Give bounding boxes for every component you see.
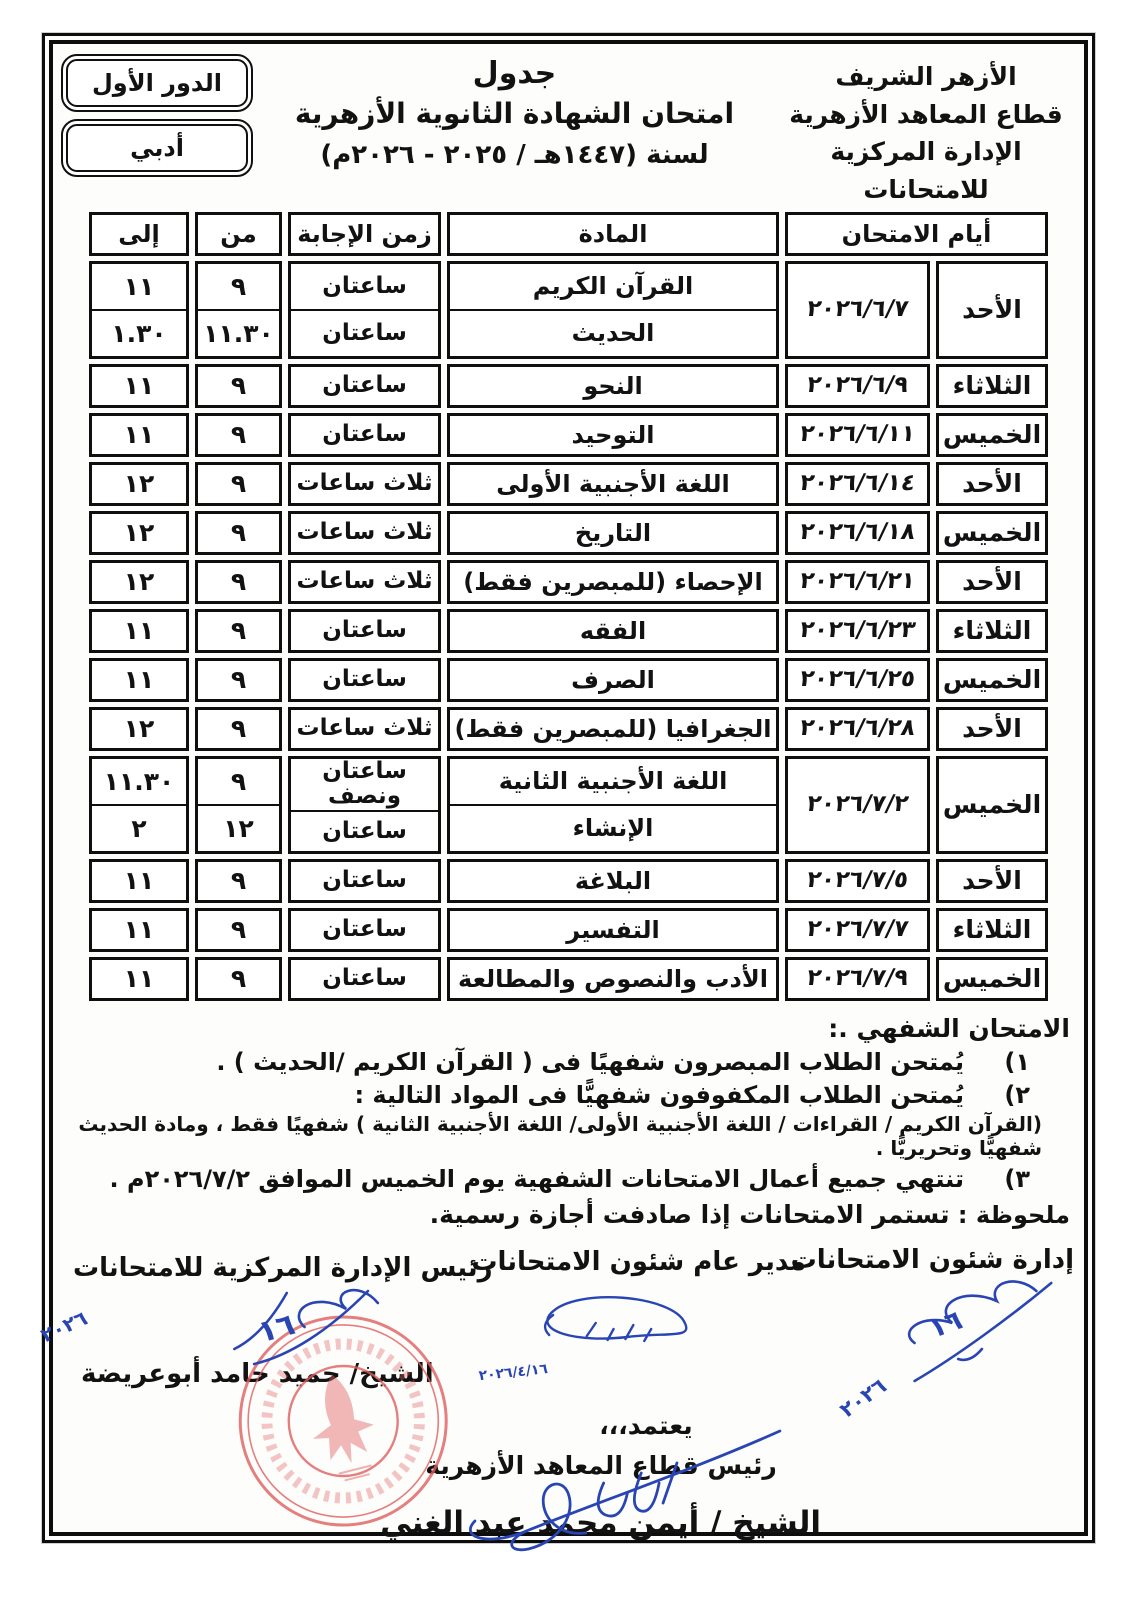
note-item-3-number: ٣) [1004, 1165, 1030, 1193]
exam-date-value: ٢٠٢٦/٦/٢٣ [798, 617, 918, 644]
exam-date [785, 511, 930, 555]
time-from: ٩ [195, 364, 282, 408]
subject: اللغة الأجنبية الثانية [498, 767, 728, 796]
note-item-1 [67, 1048, 1070, 1076]
table-row [89, 511, 1048, 555]
time-to: ١١ [89, 908, 189, 952]
subject: الإنشاء [450, 804, 776, 851]
time-to: ١١ [89, 658, 189, 702]
table-row [89, 859, 1048, 903]
duration: ساعتان [288, 859, 441, 903]
exam-schedule-table [89, 212, 1048, 1001]
duration: ثلاث ساعات [288, 707, 441, 751]
table-row [89, 261, 1048, 359]
subject: التفسير [447, 908, 779, 952]
subject: الجغرافيا (للمبصرين فقط) [447, 707, 779, 751]
exam-day: الأحد [936, 261, 1048, 359]
to-cell [89, 261, 189, 359]
subject: الإحصاء (للمبصرين فقط) [447, 560, 779, 604]
time-from: ٩ [195, 908, 282, 952]
subject-cell [447, 756, 779, 854]
header-to: إلى [89, 212, 189, 256]
remark-line [67, 1200, 1070, 1229]
right-signature-day: ١٦ [925, 1304, 967, 1345]
from-cell [195, 756, 282, 854]
exam-date [785, 859, 930, 903]
organization-line2: قطاع المعاهد الأزهرية [789, 99, 1063, 129]
duration: ساعتان [288, 364, 441, 408]
central-admin-head-name: الشيخ/ حميد حامد أبوعريضة [81, 1359, 434, 1389]
exam-date-value: ٢٠٢٦/٦/٢٥ [798, 666, 918, 693]
duration-cell [288, 756, 441, 854]
duration: ساعتان [322, 272, 407, 299]
table-row [89, 364, 1048, 408]
organization-line3: الإدارة المركزية للامتحانات [830, 137, 1022, 204]
note-item-3 [67, 1165, 1070, 1193]
organization-block [776, 50, 1076, 208]
track-badge [61, 119, 253, 177]
duration: ساعتان [288, 609, 441, 653]
time-from: ٩ [195, 957, 282, 1001]
signatures-section [37, 1231, 1076, 1577]
exam-date-value: ٢٠٢٦/٦/١٤ [798, 470, 918, 497]
exam-date [785, 261, 930, 359]
time-to: ١١ [89, 859, 189, 903]
time-to: ١١ [89, 413, 189, 457]
exam-date-value: ٢٠٢٦/٦/٩ [805, 372, 911, 399]
exam-date-value: ٢٠٢٦/٦/١٨ [798, 519, 918, 546]
time-from: ٩ [195, 413, 282, 457]
exam-day: الأحد [936, 859, 1048, 903]
time-from: ٩ [195, 560, 282, 604]
table-row [89, 756, 1048, 854]
exam-day: الأحد [936, 707, 1048, 751]
exam-day: الخميس [936, 756, 1048, 854]
header-subject: المادة [447, 212, 779, 256]
table-row [89, 957, 1048, 1001]
time-from: ١١.٣٠ [198, 309, 279, 356]
duration: ثلاث ساعات [288, 462, 441, 506]
header-exam-days: أيام الامتحان [785, 212, 1048, 256]
subject: القرآن الكريم [532, 272, 694, 301]
exam-day: الخميس [936, 957, 1048, 1001]
header-from: من [195, 212, 282, 256]
remark-text: تستمر الامتحانات إذا صادفت أجازة رسمية. [429, 1200, 950, 1229]
time-from: ١٢ [198, 804, 279, 851]
note-item-2-number: ٢) [1004, 1081, 1030, 1109]
remark-label: ملحوظة : [957, 1201, 1070, 1229]
duration: ثلاث ساعات [288, 511, 441, 555]
note-item-1-number: ١) [1004, 1048, 1030, 1076]
organization-line1: الأزهر الشريف [835, 62, 1017, 91]
subject: اللغة الأجنبية الأولى [447, 462, 779, 506]
duration: ساعتان [288, 413, 441, 457]
right-signature-year: ٢٠٢٦ [835, 1373, 891, 1423]
exam-date-value: ٢٠٢٦/٦/١١ [798, 421, 918, 448]
exam-date [785, 462, 930, 506]
left-signature-day: ١٦ [254, 1306, 299, 1351]
left-signature-year: ٢٠٢٦ [37, 1306, 91, 1348]
central-admin-head-signature [37, 1290, 378, 1364]
note-item-2-detail: (القرآن الكريم / القراءات / اللغة الأجنبية الأولى/ اللغة الأجنبية الثانية ) شفهيًا فقط ، ومادة الحديث شفهيًّا وتحريريًّا . [78, 1112, 1042, 1160]
time-to: ١٢ [89, 462, 189, 506]
exam-date [785, 707, 930, 751]
time-to: ١٢ [89, 707, 189, 751]
exam-day: الثلاثاء [936, 364, 1048, 408]
exam-date [785, 908, 930, 952]
time-to: ١١ [89, 609, 189, 653]
exams-affairs-signature [835, 1282, 1051, 1423]
note-item-1-text: يُمتحن الطلاب المبصرون شفهيًا فى ( القرآن الكريم /الحديث ) . [216, 1048, 964, 1076]
document-title-block [253, 50, 776, 170]
duration: ثلاث ساعات [288, 560, 441, 604]
oral-exam-notes [61, 1006, 1076, 1229]
exam-date-value: ٢٠٢٦/٧/٥ [805, 867, 911, 894]
exam-day: الخميس [936, 511, 1048, 555]
subject: البلاغة [447, 859, 779, 903]
duration: ساعتان [291, 810, 438, 851]
exams-affairs-title: إدارة شئون الامتحانات [790, 1245, 1074, 1275]
exam-date-value: ٢٠٢٦/٧/٢ [805, 791, 911, 818]
title-exam: امتحان الشهادة الثانوية الأزهرية [294, 97, 735, 130]
note-item-2 [67, 1081, 1070, 1109]
note-item-3-text: تنتهي جميع أعمال الامتحانات الشفهية يوم الخميس الموافق ٢٠٢٦/٧/٢م . [109, 1165, 964, 1193]
from-cell [195, 261, 282, 359]
exam-day: الخميس [936, 658, 1048, 702]
document-header [61, 50, 1076, 208]
note-item-2-text: يُمتحن الطلاب المكفوفون شفهيًّا فى المواد التالية : [354, 1081, 964, 1109]
time-from: ٩ [195, 859, 282, 903]
general-director-signature [478, 1297, 686, 1384]
time-from: ٩ [230, 766, 247, 796]
time-to: ٢ [92, 804, 186, 851]
round-badge-label: الدور الأول [66, 59, 248, 107]
table-header-row [89, 212, 1048, 256]
exam-date [785, 413, 930, 457]
document-frame [37, 33, 1095, 1543]
duration: ساعتان [291, 309, 438, 356]
time-from: ٩ [195, 462, 282, 506]
document-content [37, 50, 1076, 1541]
exam-date [785, 609, 930, 653]
time-to: ١١.٣٠ [103, 766, 175, 796]
exam-date [785, 560, 930, 604]
time-from: ٩ [195, 658, 282, 702]
time-from: ٩ [195, 707, 282, 751]
exam-day: الأحد [936, 560, 1048, 604]
title-year: لسنة (١٤٤٧هـ / ٢٠٢٥ - ٢٠٢٦م) [320, 140, 709, 170]
institutes-sector-head-name: الشيخ / أيمن محمد عبد الغني [380, 1505, 821, 1541]
subject: الحديث [450, 309, 776, 356]
exam-day: الثلاثاء [936, 908, 1048, 952]
duration: ساعتان [288, 908, 441, 952]
subject: التاريخ [447, 511, 779, 555]
time-from: ٩ [230, 271, 247, 301]
time-to: ١١ [89, 364, 189, 408]
time-to: ١.٣٠ [92, 309, 186, 356]
exam-date-value: ٢٠٢٦/٧/٩ [805, 965, 911, 992]
duration: ساعتان ونصف [322, 758, 407, 810]
time-to: ١١ [89, 957, 189, 1001]
institutes-sector-head-title: رئيس قطاع المعاهد الأزهرية [425, 1451, 777, 1480]
subject: الفقه [447, 609, 779, 653]
track-badge-label: أدبي [66, 124, 248, 172]
approval-word: يعتمد،،، [599, 1411, 693, 1440]
title-word: جدول [472, 56, 557, 91]
subject-cell [447, 261, 779, 359]
time-to: ١١ [123, 271, 155, 301]
subject: الصرف [447, 658, 779, 702]
table-row [89, 658, 1048, 702]
round-badge [61, 54, 253, 112]
time-to: ١٢ [89, 511, 189, 555]
exam-date [785, 658, 930, 702]
subject: التوحيد [447, 413, 779, 457]
subject: الأدب والنصوص والمطالعة [447, 957, 779, 1001]
central-admin-head-title: رئيس الإدارة المركزية للامتحانات [73, 1253, 493, 1283]
duration: ساعتان [288, 957, 441, 1001]
time-to: ١٢ [89, 560, 189, 604]
table-row [89, 707, 1048, 751]
exam-day: الخميس [936, 413, 1048, 457]
general-director-title: مدير عام شئون الامتحانات [471, 1247, 806, 1277]
exam-date-value: ٢٠٢٦/٧/٧ [805, 916, 911, 943]
exam-date-value: ٢٠٢٦/٦/٧ [805, 296, 911, 323]
header-duration: زمن الإجابة [288, 212, 441, 256]
exam-day: الأحد [936, 462, 1048, 506]
table-row [89, 560, 1048, 604]
time-from: ٩ [195, 609, 282, 653]
exam-date-value: ٢٠٢٦/٦/٢٨ [798, 715, 918, 742]
exam-date-value: ٢٠٢٦/٦/٢١ [798, 568, 918, 595]
table-row [89, 908, 1048, 952]
exam-date [785, 756, 930, 854]
duration: ساعتان [288, 658, 441, 702]
exam-day: الثلاثاء [936, 609, 1048, 653]
duration-cell [288, 261, 441, 359]
notes-heading: الامتحان الشفهي .: [828, 1014, 1070, 1043]
table-row [89, 462, 1048, 506]
middle-signature-date: ٢٠٢٦/٤/١٦ [478, 1361, 549, 1385]
exam-date [785, 364, 930, 408]
table-row [89, 413, 1048, 457]
exam-date [785, 957, 930, 1001]
time-from: ٩ [195, 511, 282, 555]
table-row [89, 609, 1048, 653]
header-badges [61, 50, 253, 177]
to-cell [89, 756, 189, 854]
subject: النحو [447, 364, 779, 408]
